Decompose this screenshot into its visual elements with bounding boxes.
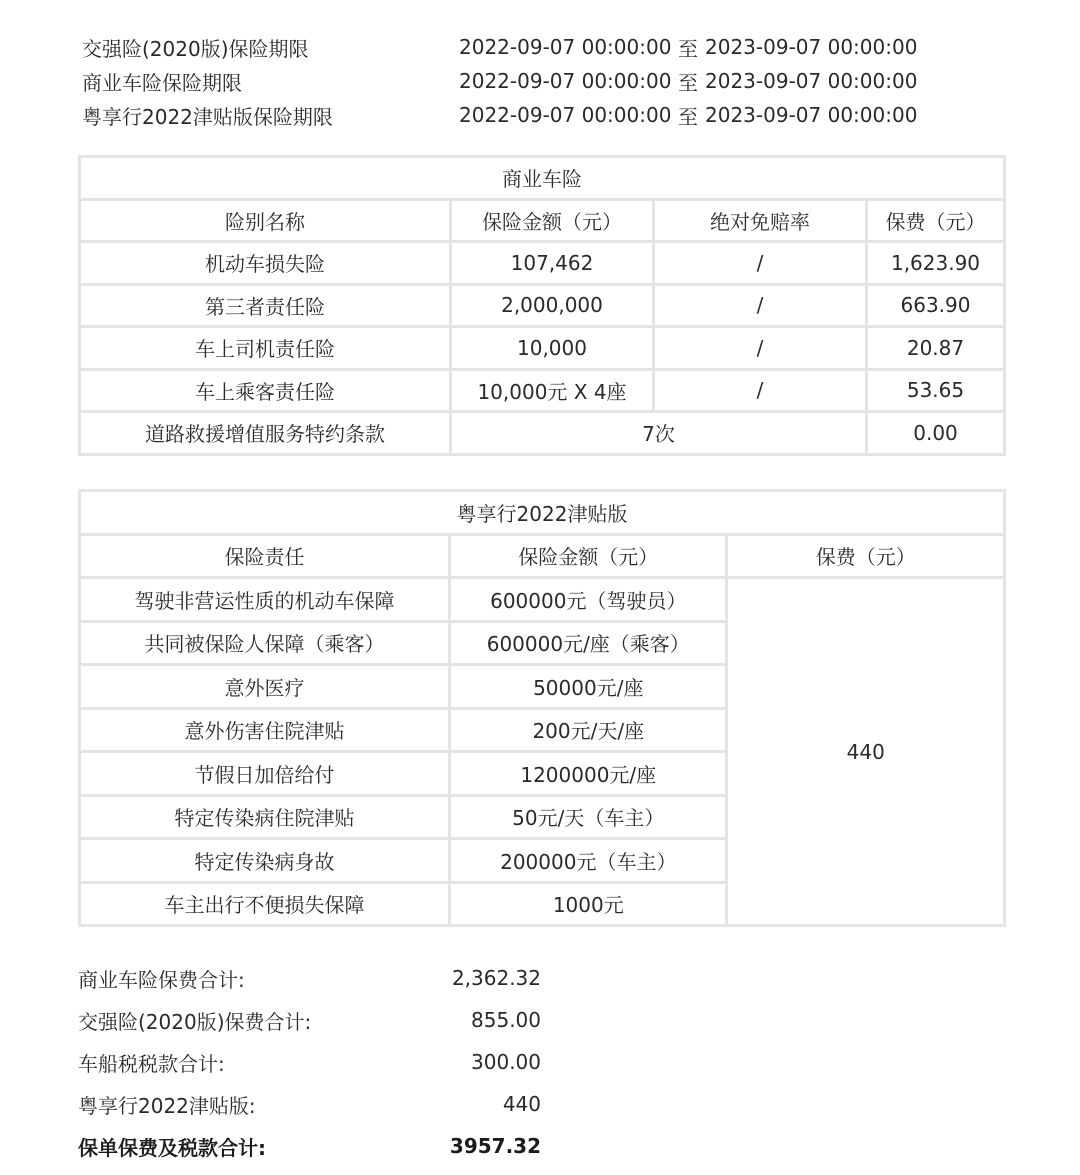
total-value: 855.00 (471, 1008, 541, 1032)
table-row (81, 413, 1003, 453)
total-row (78, 957, 678, 999)
period-label: 粤享行2022津贴版保险期限 (82, 104, 333, 129)
table-title: 粤享行2022津贴版 (81, 492, 1003, 533)
table-row (81, 286, 1003, 326)
period-row (82, 30, 1032, 64)
table-row (81, 328, 1003, 368)
table-header-row (81, 536, 1003, 577)
insured-amount: 600000元/座（乘客） (451, 623, 725, 664)
liability-name: 特定传染病住院津贴 (81, 797, 448, 838)
coverage-name: 车上司机责任险 (81, 328, 449, 368)
premium: 663.90 (868, 286, 1003, 326)
deductible-rate: / (655, 243, 865, 283)
coverage-name: 第三者责任险 (81, 286, 449, 326)
insured-amount: 200元/天/座 (451, 710, 725, 751)
yxx-allowance-table (78, 489, 1006, 927)
period-end: 2023-09-07 00:00:00 (705, 103, 918, 127)
insured-amount: 1200000元/座 (451, 753, 725, 794)
period-end: 2023-09-07 00:00:00 (705, 35, 918, 59)
table-title-row (81, 492, 1003, 533)
commercial-insurance-table (78, 155, 1006, 456)
insured-amount: 10,000元 X 4座 (452, 371, 652, 411)
liability-name: 意外伤害住院津贴 (81, 710, 448, 751)
coverage-name: 机动车损失险 (81, 243, 449, 283)
liability-name: 特定传染病身故 (81, 840, 448, 881)
deductible-rate: / (655, 371, 865, 411)
insured-amount: 10,000 (452, 328, 652, 368)
merged-premium: 440 (728, 579, 1003, 924)
table-row (81, 579, 1003, 620)
table-title-row (81, 158, 1003, 198)
total-row (78, 1041, 678, 1083)
grand-total-value: 3957.32 (449, 1134, 541, 1158)
period-label: 交强险(2020版)保险期限 (82, 36, 309, 61)
period-start: 2022-09-07 00:00:00 (459, 69, 672, 93)
liability-name: 节假日加倍给付 (81, 753, 448, 794)
total-label: 车船税税款合计: (78, 1051, 225, 1076)
coverage-name: 车上乘客责任险 (81, 371, 449, 411)
insured-amount: 2,000,000 (452, 286, 652, 326)
insured-amount: 50元/天（车主） (451, 797, 725, 838)
deductible-rate: / (655, 328, 865, 368)
period-row (82, 98, 1032, 132)
premium-totals (78, 957, 678, 1167)
insured-amount: 200000元（车主） (451, 840, 725, 881)
total-label: 商业车险保费合计: (78, 967, 245, 992)
liability-name: 共同被保险人保障（乘客） (81, 623, 448, 664)
premium: 0.00 (868, 413, 1003, 453)
liability-name: 驾驶非营运性质的机动车保障 (81, 579, 448, 620)
period-end: 2023-09-07 00:00:00 (705, 69, 918, 93)
insurance-periods (82, 30, 1032, 132)
total-value: 440 (502, 1092, 541, 1116)
period-start: 2022-09-07 00:00:00 (459, 103, 672, 127)
insured-amount: 50000元/座 (451, 666, 725, 707)
total-row (78, 1083, 678, 1125)
table-title: 商业车险 (81, 158, 1003, 198)
total-value: 300.00 (471, 1050, 541, 1074)
period-separator: 至 (678, 36, 698, 61)
header-liability: 保险责任 (81, 536, 448, 577)
insured-amount: 7次 (452, 413, 865, 453)
period-row (82, 64, 1032, 98)
insured-amount: 600000元（驾驶员） (451, 579, 725, 620)
total-value: 2,362.32 (451, 966, 541, 990)
header-premium: 保费（元） (728, 536, 1003, 577)
header-premium: 保费（元） (868, 201, 1003, 241)
period-separator: 至 (678, 70, 698, 95)
header-insured-amount: 保险金额（元） (451, 536, 725, 577)
insured-amount: 107,462 (452, 243, 652, 283)
header-coverage-name: 险别名称 (81, 201, 449, 241)
period-separator: 至 (678, 104, 698, 129)
coverage-name: 道路救援增值服务特约条款 (81, 413, 449, 453)
premium: 1,623.90 (868, 243, 1003, 283)
table-row (81, 243, 1003, 283)
liability-name: 意外医疗 (81, 666, 448, 707)
deductible-rate: / (655, 286, 865, 326)
table-row (81, 371, 1003, 411)
header-insured-amount: 保险金额（元） (452, 201, 652, 241)
table-header-row (81, 201, 1003, 241)
premium: 53.65 (868, 371, 1003, 411)
grand-total-row (78, 1125, 678, 1167)
total-row (78, 999, 678, 1041)
total-label: 粤享行2022津贴版: (78, 1093, 256, 1118)
premium: 20.87 (868, 328, 1003, 368)
header-deductible-rate: 绝对免赔率 (655, 201, 865, 241)
grand-total-label: 保单保费及税款合计: (78, 1135, 266, 1160)
insured-amount: 1000元 (451, 884, 725, 925)
liability-name: 车主出行不便损失保障 (81, 884, 448, 925)
total-label: 交强险(2020版)保费合计: (78, 1009, 312, 1034)
period-start: 2022-09-07 00:00:00 (459, 35, 672, 59)
period-label: 商业车险保险期限 (82, 70, 242, 95)
